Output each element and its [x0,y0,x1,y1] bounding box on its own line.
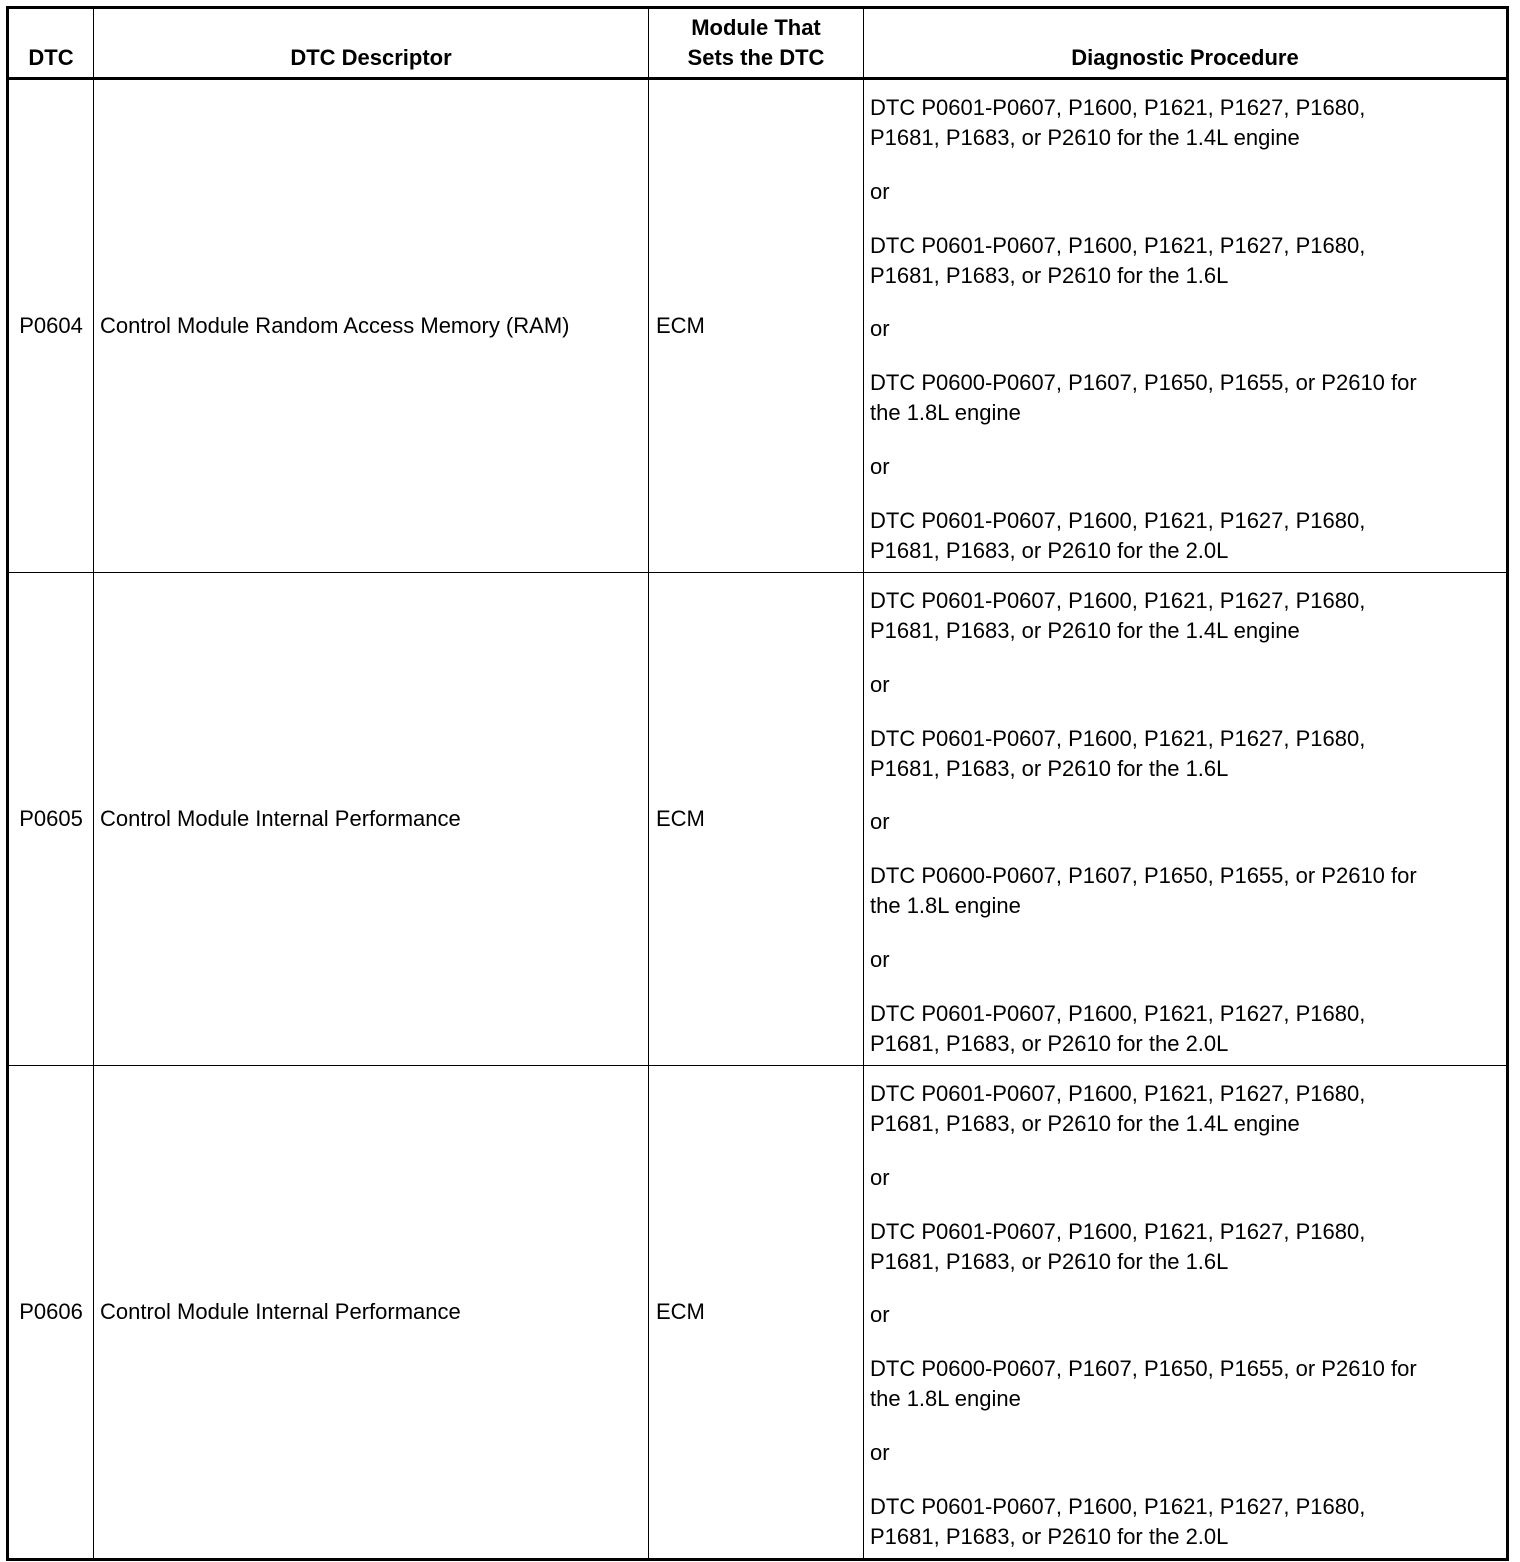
procedure-line: DTC P0601-P0607, P1600, P1621, P1627, P1680, P1681, P1683, or P2610 for the 1.4L engine [870,95,1366,150]
table-row [8,79,1508,573]
procedure-or: or [870,454,890,480]
table-row [8,573,1508,1066]
procedure-line: DTC P0601-P0607, P1600, P1621, P1627, P1680, P1681, P1683, or P2610 for the 2.0L [870,507,1366,563]
dtc-table [6,6,1509,1561]
cell-procedure [864,79,1508,573]
cell-module: ECM [649,79,864,573]
procedure-line: DTC P0601-P0607, P1600, P1621, P1627, P1680, P1681, P1683, or P2610 for the 1.6L [870,232,1366,288]
procedure-line: DTC P0601-P0607, P1600, P1621, P1627, P1680, P1681, P1683, or P2610 for the 1.6L [870,1218,1366,1274]
cell-descriptor: Control Module Internal Performance [94,1066,649,1560]
cell-descriptor: Control Module Internal Performance [94,573,649,1066]
procedure-line: DTC P0600-P0607, P1607, P1650, P1655, or P2610 for the 1.8L engine [870,370,1417,426]
cell-dtc: P0606 [8,1066,94,1560]
procedure-line: DTC P0601-P0607, P1600, P1621, P1627, P1680, P1681, P1683, or P2610 for the 1.4L engine [870,588,1366,643]
procedure-line: DTC P0601-P0607, P1600, P1621, P1627, P1680, P1681, P1683, or P2610 for the 2.0L [870,1000,1366,1056]
cell-dtc: P0605 [8,573,94,1066]
procedure-list [870,86,1496,566]
procedure-line: DTC P0601-P0607, P1600, P1621, P1627, P1680, P1681, P1683, or P2610 for the 1.6L [870,725,1366,781]
procedure-line: DTC P0600-P0607, P1607, P1650, P1655, or P2610 for the 1.8L engine [870,863,1417,919]
table-body [8,79,1508,1560]
header-module-label: Module That Sets the DTC [687,15,825,70]
table-header [8,8,1508,79]
procedure-or: or [870,671,890,697]
procedure-or: or [870,947,890,973]
procedure-or: or [870,1164,890,1190]
procedure-or: or [870,1302,890,1328]
procedure-line: DTC P0601-P0607, P1600, P1621, P1627, P1680, P1681, P1683, or P2610 for the 2.0L [870,1493,1366,1549]
procedure-or: or [870,316,890,342]
procedure-or: or [870,178,890,204]
cell-procedure [864,1066,1508,1560]
header-descriptor: DTC Descriptor [94,8,649,79]
cell-descriptor: Control Module Random Access Memory (RAM) [94,79,649,573]
cell-dtc: P0604 [8,79,94,573]
procedure-or: or [870,1440,890,1466]
header-procedure: Diagnostic Procedure [864,8,1508,79]
procedure-line: DTC P0600-P0607, P1607, P1650, P1655, or P2610 for the 1.8L engine [870,1356,1417,1412]
header-dtc: DTC [8,8,94,79]
table-row [8,1066,1508,1560]
procedure-list [870,579,1496,1059]
cell-module: ECM [649,1066,864,1560]
header-module [649,8,864,79]
procedure-list [870,1072,1496,1552]
procedure-line: DTC P0601-P0607, P1600, P1621, P1627, P1680, P1681, P1683, or P2610 for the 1.4L engine [870,1081,1366,1136]
cell-procedure [864,573,1508,1066]
header-row [8,8,1508,79]
cell-module: ECM [649,573,864,1066]
procedure-or: or [870,809,890,835]
